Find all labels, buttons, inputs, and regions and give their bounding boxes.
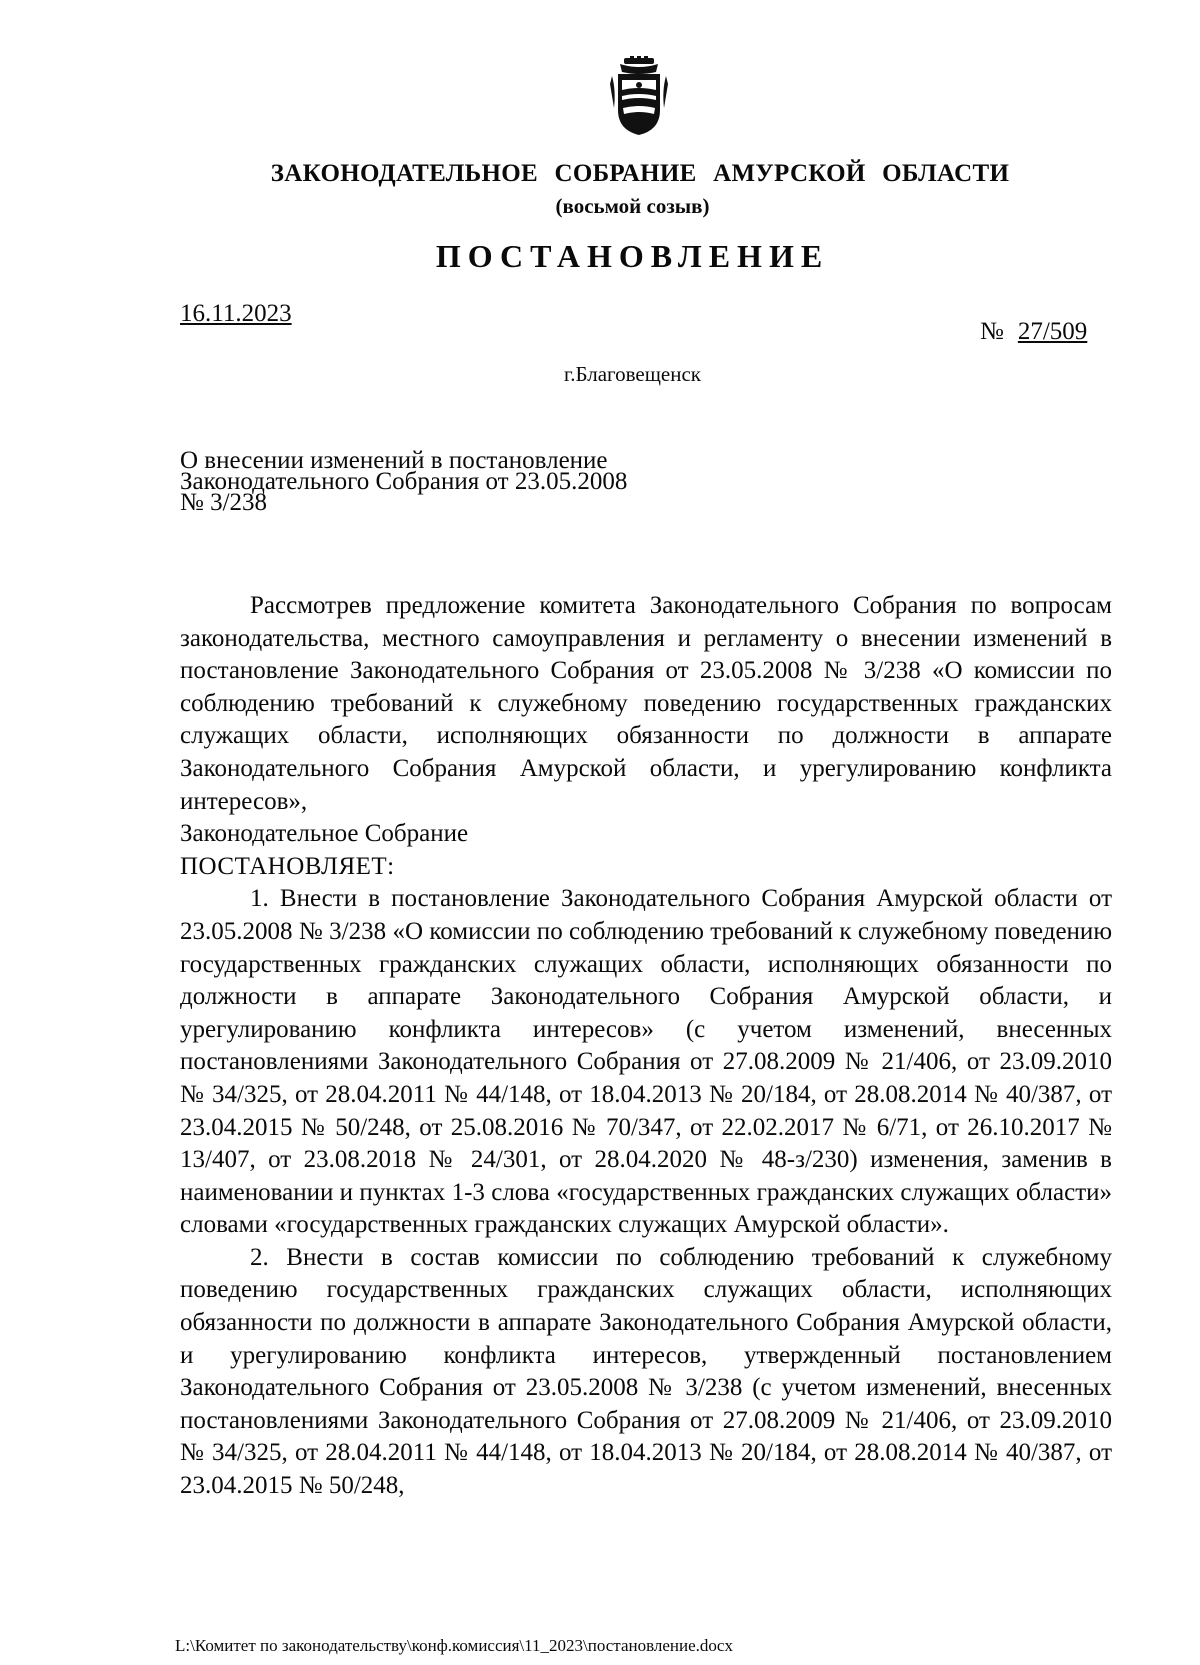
subject-line: О внесении изменений в постановление <box>180 447 608 474</box>
subject-line: № 3/238 <box>180 489 268 516</box>
subject-line: Законодательного Собрания от 23.05.2008 <box>180 468 628 495</box>
number-sign: № <box>980 318 1004 345</box>
assembly-line: Законодательное Собрание <box>180 820 469 848</box>
resolves-heading: ПОСТАНОВЛЯЕТ: <box>180 852 395 880</box>
convocation-label: (восьмой созыв) <box>555 194 710 218</box>
document-date: 16.11.2023 <box>180 300 292 327</box>
file-path-footer: L:\Комитет по законодательству\конф.комиссия\11_2023\постановление.docx <box>175 1636 733 1655</box>
document-number <box>980 318 1087 346</box>
document-body <box>180 590 1112 1503</box>
preamble-paragraph: Рассмотрев предложение комитета Законодательного Собрания по вопросам законодательства, местного самоуправления и регламенту о внесении изменений в постановление Законодательного Собрания от 23.05.2008 № 3/238 «О комиссии по соблюдению требований к служебному поведению государственных гражданских служащих области, исполняющих обязанности по должности в аппарате Законодательного Собрания Амурской области, и урегулированию конфликта интересов», <box>180 592 1112 815</box>
document-subject <box>180 447 740 516</box>
coat-of-arms-icon <box>610 56 668 136</box>
item-2-paragraph: 2. Внести в состав комиссии по соблюдению требований к служебному поведению государственных гражданских служащих области, исполняющих обязанности по должности в аппарате Законодательного Собрания Амурской области, и урегулированию конфликта интересов, утвержденный постановлением Законодательного Собрания от 23.05.2008 № 3/238 (с учетом изменений, внесенных постановлениями Законодательного Собрания от 27.08.2009 № 21/406, от 23.09.2010 № 34/325, от 28.04.2011 № 44/148, от 18.04.2013 № 20/184, от 28.08.2014 № 40/387, от 23.04.2015 № 50/248, <box>180 1243 1112 1500</box>
number-value: 27/509 <box>1017 318 1088 345</box>
item-1-paragraph: 1. Внести в постановление Законодательного Собрания Амурской области от 23.05.2008 № 3/238 «О комиссии по соблюдению требований к служебному поведению государственных гражданских служащих области, исполняющих обязанности по должности в аппарате Законодательного Собрания Амурской области, и урегулированию конфликта интересов» (с учетом изменений, внесенных постановлениями Законодательного Собрания от 27.08.2009 № 21/406, от 23.09.2010 № 34/325, от 28.04.2011 № 44/148, от 18.04.2013 № 20/184, от 28.08.2014 № 40/387, от 23.04.2015 № 50/248, от 25.08.2016 № 70/347, от 22.02.2017 № 6/71, от 26.10.2017 № 13/407, от 23.08.2018 № 24/301, от 28.04.2020 № 48-з/230) изменения, заменив в наименовании и пунктах 1-3 слова «государственных гражданских служащих области» словами «государственных гражданских служащих Амурской области». <box>180 885 1112 1239</box>
organization-title: ЗАКОНОДАТЕЛЬНОЕ СОБРАНИЕ АМУРСКОЙ ОБЛАСТИ <box>270 160 1010 187</box>
document-city: г.Благовещенск <box>563 362 702 386</box>
document-type-title: ПОСТАНОВЛЕНИЕ <box>435 238 830 274</box>
